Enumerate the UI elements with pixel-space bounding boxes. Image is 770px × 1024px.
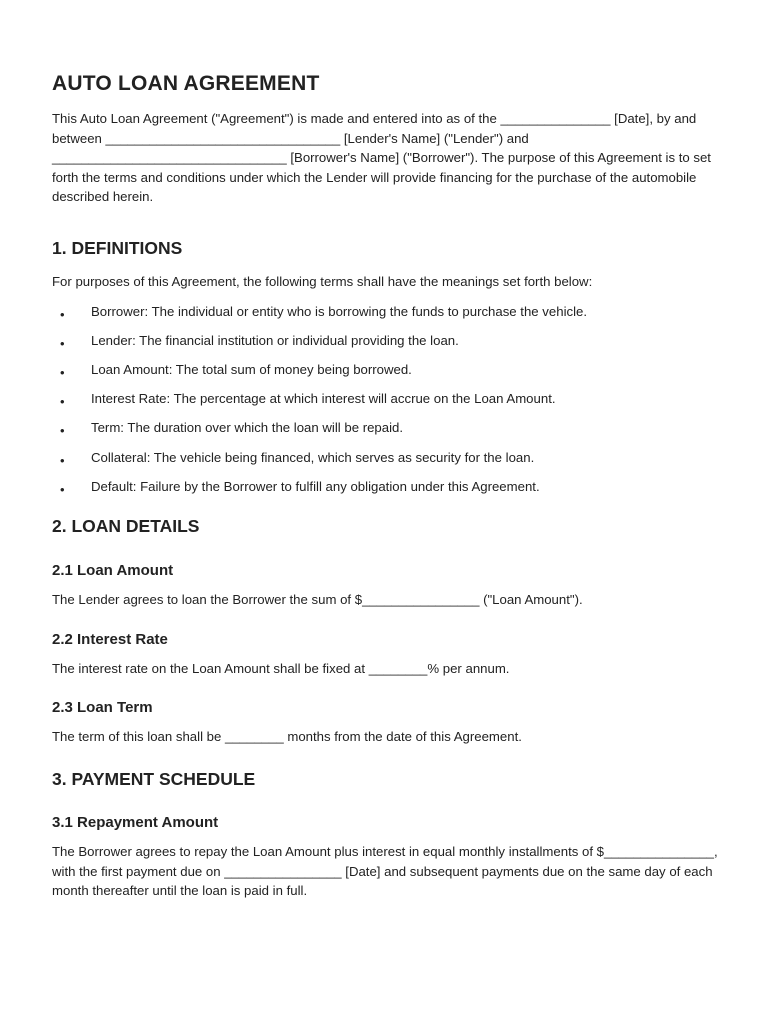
payment-schedule-heading: 3. PAYMENT SCHEDULE bbox=[52, 769, 256, 790]
definition-text: Default: Failure by the Borrower to fulfill any obligation under this Agreement. bbox=[91, 478, 540, 494]
definitions-intro: For purposes of this Agreement, the following terms shall have the meanings set forth below: bbox=[52, 273, 593, 289]
list-item bbox=[52, 360, 722, 380]
definition-text: Lender: The financial institution or individual providing the loan. bbox=[91, 332, 459, 348]
list-item bbox=[52, 302, 722, 322]
loan-amount-heading: 2.1 Loan Amount bbox=[52, 562, 174, 580]
list-item bbox=[52, 418, 722, 438]
interest-rate-heading: 2.2 Interest Rate bbox=[52, 630, 168, 648]
definition-text: Collateral: The vehicle being financed, which serves as security for the loan. bbox=[91, 449, 535, 465]
document-page bbox=[52, 72, 722, 901]
intro-paragraph: This Auto Loan Agreement ("Agreement") is made and entered into as of the _______________ [Date], by and between ________________________________ [Lender's Name] ("Lender") and ________________________________ [Borrower's Name] ("Borrower"). The purpose of this Agreement is to set forth the terms and conditions under which the Lender will provide financing for the purchase of the automobile described herein. bbox=[52, 111, 711, 205]
document-title: AUTO LOAN AGREEMENT bbox=[52, 72, 320, 95]
list-item bbox=[52, 389, 722, 409]
repayment-amount-text: The Borrower agrees to repay the Loan Amount plus interest in equal monthly installments of $_______________, with the first payment due on ________________ [Date] and subsequent payments due on the same day of each month thereafter until the loan is paid in full. bbox=[52, 844, 718, 899]
definitions-list bbox=[52, 302, 722, 497]
bullet-icon: • bbox=[60, 481, 65, 497]
definition-text: Borrower: The individual or entity who is borrowing the funds to purchase the vehicle. bbox=[91, 303, 588, 319]
repayment-amount-heading: 3.1 Repayment Amount bbox=[52, 814, 219, 832]
bullet-icon: • bbox=[60, 452, 65, 468]
loan-term-text: The term of this loan shall be ________ months from the date of this Agreement. bbox=[52, 729, 522, 745]
bullet-icon: • bbox=[60, 364, 65, 380]
bullet-icon: • bbox=[60, 423, 65, 439]
definition-text: Term: The duration over which the loan will be repaid. bbox=[91, 420, 404, 436]
list-item bbox=[52, 331, 722, 351]
bullet-icon: • bbox=[60, 394, 65, 410]
list-item bbox=[52, 477, 722, 497]
loan-term-heading: 2.3 Loan Term bbox=[52, 699, 153, 717]
definition-text: Interest Rate: The percentage at which interest will accrue on the Loan Amount. bbox=[91, 391, 556, 407]
bullet-icon: • bbox=[60, 335, 65, 351]
loan-details-heading: 2. LOAN DETAILS bbox=[52, 516, 200, 537]
loan-amount-text: The Lender agrees to loan the Borrower the sum of $________________ ("Loan Amount"). bbox=[52, 592, 583, 608]
list-item bbox=[52, 448, 722, 468]
interest-rate-text: The interest rate on the Loan Amount shall be fixed at ________% per annum. bbox=[52, 660, 510, 676]
definition-text: Loan Amount: The total sum of money being borrowed. bbox=[91, 361, 412, 377]
bullet-icon: • bbox=[60, 306, 65, 322]
definitions-heading: 1. DEFINITIONS bbox=[52, 237, 183, 258]
